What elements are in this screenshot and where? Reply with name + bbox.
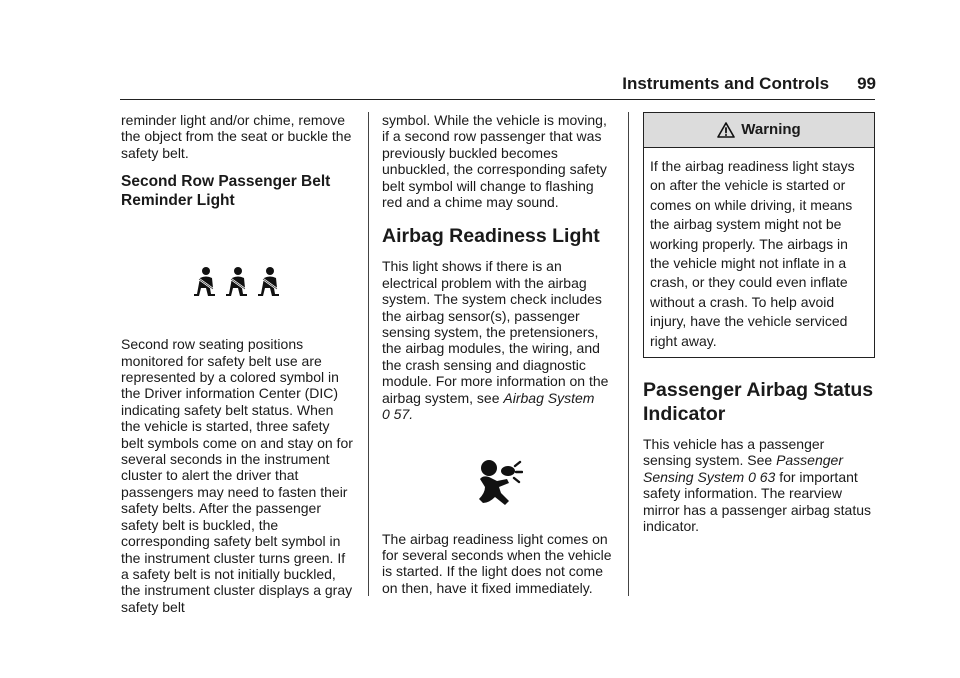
column-divider-right bbox=[628, 112, 629, 596]
seatbelt-icon bbox=[223, 266, 251, 296]
airbag-system-page-ref[interactable]: 0 57. bbox=[382, 406, 414, 423]
warning-icon bbox=[717, 122, 735, 138]
passenger-sensing-page-ref[interactable]: 0 63 bbox=[748, 468, 776, 485]
airbag-readiness-icon bbox=[475, 459, 523, 507]
column-middle bbox=[382, 112, 616, 596]
column-left bbox=[121, 112, 353, 615]
seatbelt-icon bbox=[191, 266, 219, 296]
col1-intro: reminder light and/or chime, remove the object from the seat or buckle the safety belt. bbox=[121, 112, 352, 161]
col3-body-suffix: for important safety information. The rearview mirror has a passenger airbag status indicator. bbox=[643, 468, 871, 535]
airbag-readiness-heading: Airbag Readiness Light bbox=[382, 225, 600, 248]
warning-header bbox=[644, 113, 874, 148]
col2-body-text: This light shows if there is an electrical problem with the airbag system. The system check includes the airbag sensor(s), passenger sensing system, the pretensioners, the airbag modules, the wiring, and the crash sensing and diagnostic module. For more information on the airbag system, see bbox=[382, 258, 609, 406]
passenger-airbag-heading: Passenger Airbag Status Indicator bbox=[643, 379, 874, 426]
col2-intro: symbol. While the vehicle is moving, if a second row passenger that was previously buckled becomes unbuckled, the corresponding safety belt symbol will change to flashing red and a chime may sound. bbox=[382, 112, 607, 211]
second-row-belt-heading: Second Row Passenger Belt Reminder Light bbox=[121, 173, 331, 210]
warning-box bbox=[643, 112, 875, 358]
header-rule bbox=[120, 99, 875, 100]
column-right bbox=[643, 112, 875, 535]
col3-body bbox=[643, 436, 875, 534]
col3-body-prefix: This vehicle has a passenger sensing system. See bbox=[643, 436, 825, 469]
col2-body bbox=[382, 258, 616, 422]
page-header bbox=[600, 70, 876, 98]
airbag-icon-container bbox=[382, 459, 616, 507]
section-title: Instruments and Controls bbox=[622, 74, 830, 93]
warning-title: Warning bbox=[741, 120, 801, 138]
page-number: 99 bbox=[857, 74, 876, 93]
col2-body2: The airbag readiness light comes on for several seconds when the vehicle is started. If the light does not come on then, have it fixed immediately. bbox=[382, 530, 612, 596]
column-divider-left bbox=[368, 112, 369, 596]
warning-text: If the airbag readiness light stays on after the vehicle is started or comes on while driving, it means the airbag system might not be working properly. The airbags in the vehicle might not inflate in a crash, or they could even inflate without a crash. To help avoid injury, have the vehicle serviced right away. bbox=[650, 158, 855, 349]
col1-body: Second row seating positions monitored for safety belt use are represented by a colored symbol in the Driver information Center (DIC) indicating safety belt status. When the vehicle is started, three safety belt symbols come on and stay on for several seconds in the instrument cluster to alert the driver that passengers may need to fasten their safety belts. After the passenger safety belt is buckled, the corresponding safety belt symbol in the instrument cluster turns green. If a safety belt is not initially buckled, the instrument cluster displays a gray safety belt bbox=[121, 336, 353, 615]
airbag-system-link[interactable]: Airbag System bbox=[503, 389, 595, 406]
passenger-sensing-link[interactable]: Passenger Sensing System bbox=[643, 452, 843, 485]
seatbelt-icon bbox=[255, 266, 283, 296]
seatbelt-icons bbox=[121, 266, 353, 296]
